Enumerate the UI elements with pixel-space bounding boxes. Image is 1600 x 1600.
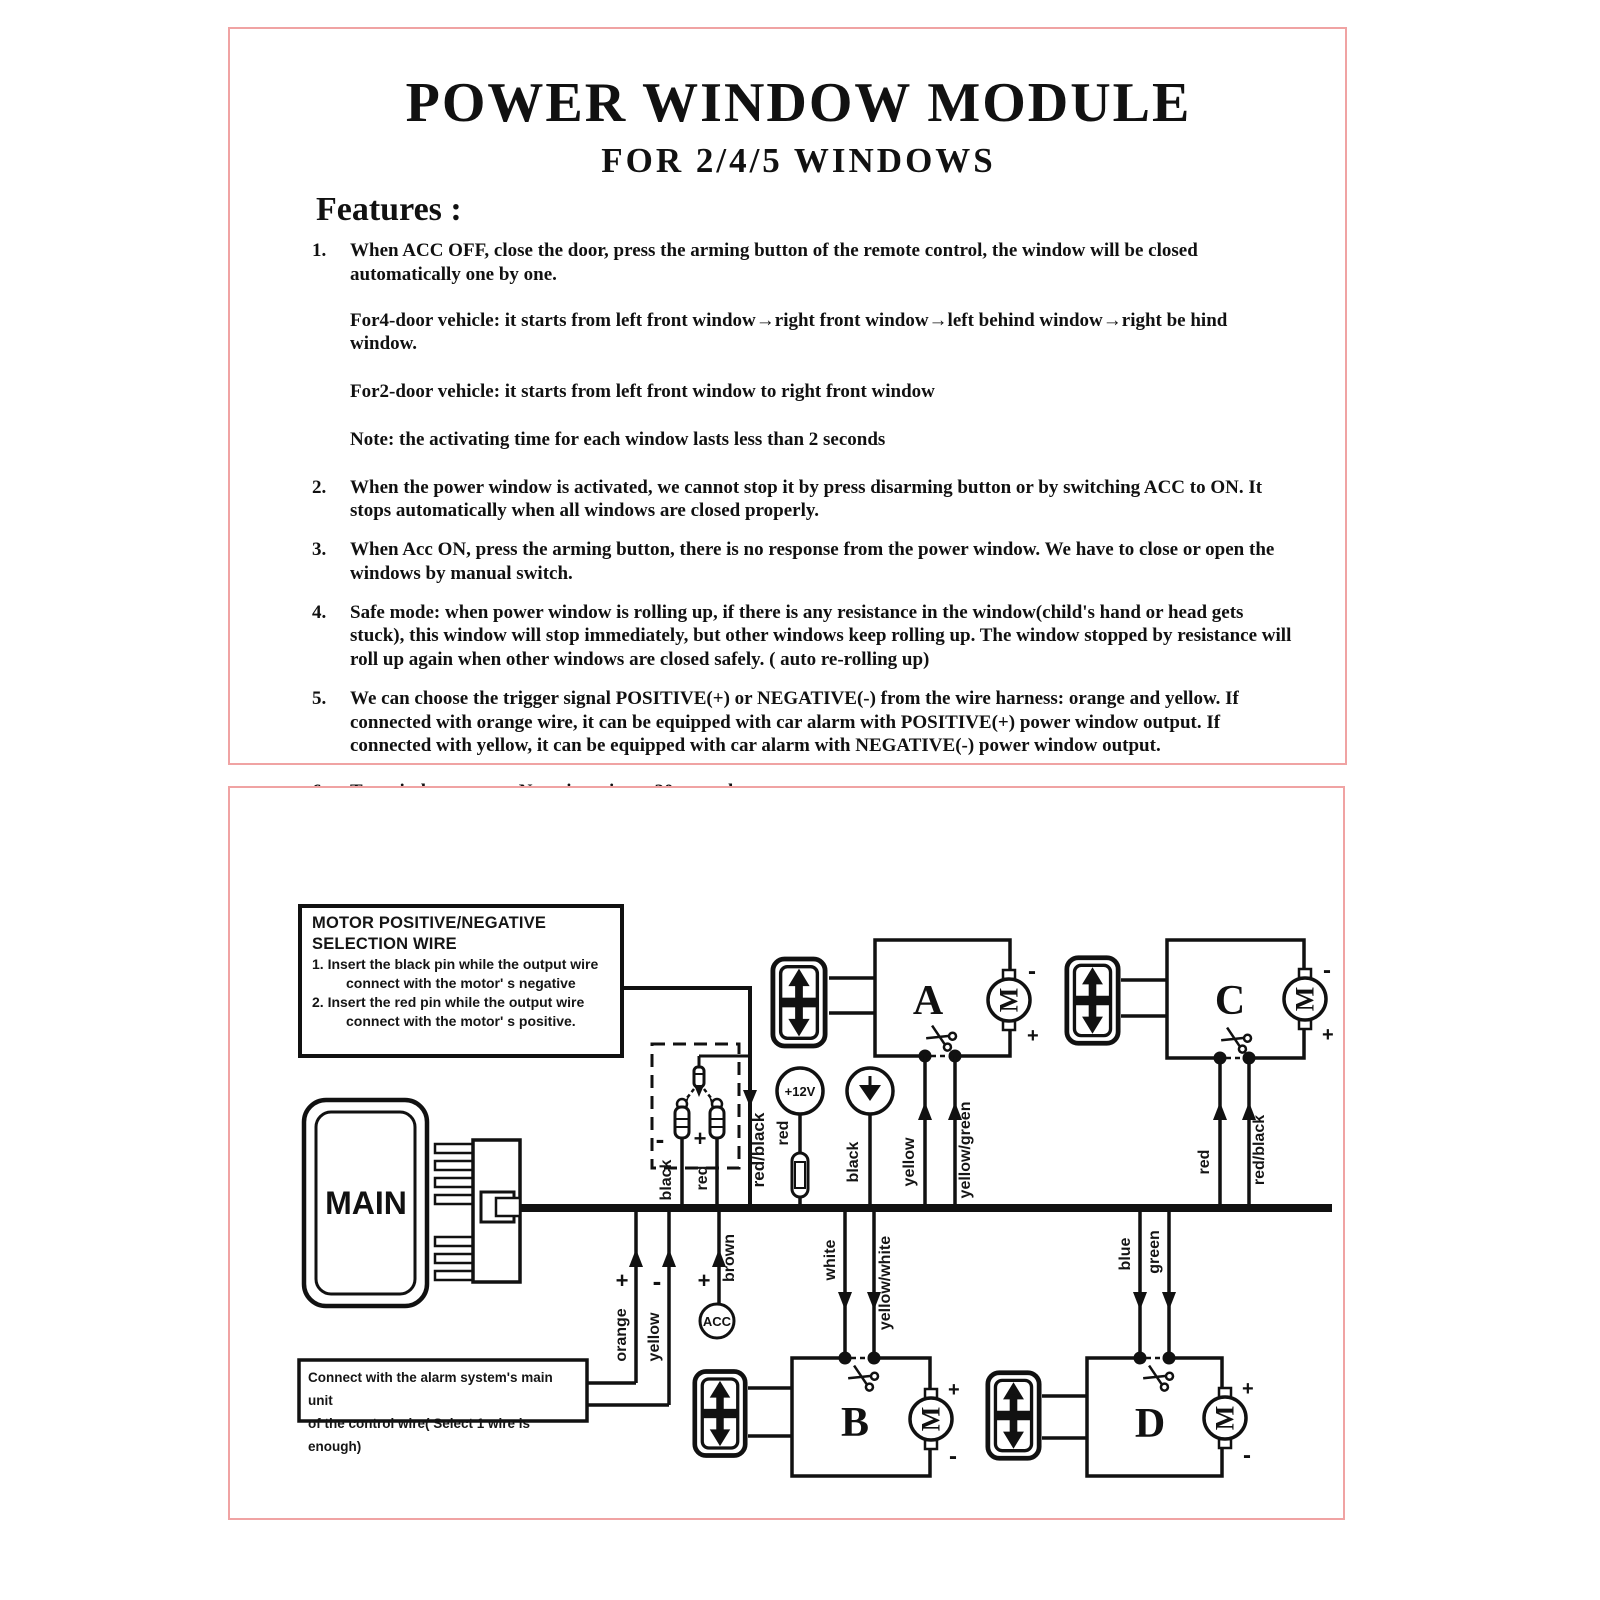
svg-text:M: M: [1290, 986, 1320, 1012]
feature-number: 4.: [312, 601, 327, 623]
socket-positive-sign: +: [693, 1126, 707, 1151]
feature-text: Safe mode: when power window is rolling up, if there is any resistance in the window(child's hand or head gets stuck), this window will stop immediately, but other windows keep rolling up. The window stopped by resistance will roll up again when other windows are closed safely. ( auto re-rolling up): [350, 601, 1292, 670]
window-a-motor-icon: [988, 970, 1030, 1030]
power-source: [775, 1068, 823, 1204]
fuse-icon: [792, 1153, 808, 1197]
feature-item-2: [312, 476, 1297, 524]
alarm-connection-box-text: [308, 1366, 580, 1458]
motor-c-plus: +: [1322, 1024, 1334, 1046]
svg-text:M: M: [1210, 1405, 1240, 1431]
feature-item-4: [312, 601, 1297, 672]
selection-box-item1-line2: connect with the motor' s negative: [346, 975, 576, 991]
feature-item-5: [312, 687, 1297, 758]
motor-d-minus: -: [1243, 1442, 1251, 1469]
socket-negative-icon: [675, 1099, 689, 1138]
wire-label-ground-black: black: [845, 1141, 862, 1183]
alarm-box-line2: of the control wire( Select 1 wire is enough): [308, 1416, 531, 1454]
wire-label-power-red: red: [775, 1120, 792, 1146]
feature-text: We can choose the trigger signal POSITIVE(+) or NEGATIVE(-) from the wire harness: orange and yellow. If connected with orange wire, it can be equipped with car alarm with POSITIVE(+) power window output. If connected with yellow, it can be equipped with car alarm with NEGATIVE(-) power window output.: [350, 687, 1239, 757]
feature-number: 5.: [312, 687, 327, 709]
arrow-down-icon: [743, 1090, 757, 1107]
selection-box-item2-line1: 2. Insert the red pin while the output wire: [312, 994, 585, 1010]
wiring-diagram-panel: [228, 786, 1345, 1520]
arrow-down-icon: [838, 1292, 852, 1310]
feature-1-sub-2door: For2-door vehicle: it starts from left front window to right front window: [350, 381, 935, 402]
power-source-label: +12V: [784, 1084, 816, 1099]
selector-pin-icon: [694, 1067, 704, 1097]
window-b-switch-icon: [695, 1372, 745, 1456]
arrow-up-icon: [1213, 1102, 1227, 1120]
wire-label-red-black: red/black: [1251, 1114, 1268, 1186]
wire-label-black: black: [658, 1159, 675, 1201]
socket-negative-sign: -: [655, 1124, 665, 1154]
brown-plus-sign: +: [697, 1268, 711, 1293]
feature-number: 2.: [312, 476, 327, 498]
wire-label-yellow: yellow: [901, 1137, 918, 1187]
svg-text:M: M: [916, 1406, 946, 1432]
feature-1-sub-note: Note: the activating time for each window lasts less than 2 seconds: [350, 428, 886, 450]
cut-here-icon: [1220, 1025, 1252, 1053]
motor-b-plus: +: [948, 1379, 960, 1401]
page-title: POWER WINDOW MODULE: [405, 72, 1192, 134]
wire-label-red-black: red/black: [749, 1112, 768, 1188]
window-d-circuit: [988, 1212, 1254, 1476]
feature-item-3: [312, 538, 1297, 586]
window-c-label: C: [1214, 978, 1246, 1024]
window-c-motor-icon: [1284, 969, 1326, 1029]
features-heading: Features :: [316, 191, 462, 228]
window-b-label: B: [840, 1400, 870, 1446]
wire-label-yellow-green: yellow/green: [957, 1101, 974, 1199]
arrow-down-icon: [1133, 1292, 1147, 1310]
features-panel: [228, 27, 1347, 765]
motor-d-plus: +: [1242, 1378, 1254, 1400]
window-d-switch-icon: [988, 1373, 1039, 1459]
wire-label-yellow: yellow: [646, 1312, 663, 1362]
motor-selection-box-text: [312, 913, 614, 1031]
selection-box-item2-line2: connect with the motor' s positive.: [346, 1013, 576, 1029]
wire-label-white: white: [822, 1239, 839, 1281]
acc-label: ACC: [702, 1314, 732, 1329]
wire-label-orange: orange: [613, 1308, 630, 1362]
window-c-circuit: [1067, 940, 1334, 1204]
cut-here-icon: [1142, 1363, 1174, 1391]
wire-label-green: green: [1146, 1230, 1163, 1274]
harness-connector: [435, 1140, 520, 1282]
page-subtitle: FOR 2/4/5 WINDOWS: [601, 141, 996, 180]
wire-label-blue: blue: [1117, 1237, 1134, 1271]
wire-label-red: red: [1196, 1149, 1213, 1175]
selection-box-title-line2: SELECTION WIRE: [312, 935, 457, 953]
window-a-switch-icon: [773, 959, 825, 1046]
feature-number: 1.: [312, 240, 327, 261]
feature-item-1: [312, 239, 1297, 287]
arrow-down-icon: [1162, 1292, 1176, 1310]
motor-b-minus: -: [949, 1443, 957, 1470]
feature-text: When ACC OFF, close the door, press the arming button of the remote control, the window will be closed automatically one by one.: [350, 240, 1198, 285]
cut-here-icon: [925, 1023, 957, 1051]
cut-here-icon: [847, 1363, 879, 1391]
selection-box-title-line1: MOTOR POSITIVE/NEGATIVE: [312, 914, 547, 932]
wire-label-yellow-white: yellow/white: [877, 1235, 894, 1331]
window-d-motor-icon: [1204, 1388, 1246, 1448]
ground-symbol: [845, 1068, 893, 1204]
feature-1-sub-4door: For4-door vehicle: it starts from left front window→right front window→left behind window→right be hind window.: [350, 309, 1228, 355]
motor-a-minus: -: [1028, 958, 1036, 985]
window-b-motor-icon: [910, 1389, 952, 1449]
wiring-diagram: [230, 788, 1343, 1518]
alarm-box-line1: Connect with the alarm system's main unit: [308, 1370, 553, 1408]
wire-label-brown: brown: [721, 1234, 738, 1282]
socket-positive-icon: [710, 1099, 724, 1138]
feature-number: 3.: [312, 539, 327, 560]
window-a-label: A: [912, 978, 944, 1024]
motor-c-minus: -: [1323, 957, 1331, 984]
window-c-switch-icon: [1067, 958, 1118, 1044]
svg-text:M: M: [994, 987, 1024, 1013]
motor-a-plus: +: [1027, 1025, 1039, 1047]
arrow-up-icon: [629, 1249, 643, 1267]
window-d-label: D: [1134, 1401, 1166, 1447]
main-unit-label: MAIN: [325, 1185, 407, 1221]
main-bus-wire: [520, 1204, 1332, 1212]
yellow-minus-sign: -: [652, 1266, 662, 1296]
wire-label-red: red: [694, 1165, 711, 1191]
selection-box-item1-line1: 1. Insert the black pin while the output wire: [312, 956, 599, 972]
orange-plus-sign: +: [615, 1268, 629, 1293]
feature-text: When the power window is activated, we cannot stop it by press disarming button or by switching ACC to ON. It stops automatically when all windows are closed properly.: [350, 476, 1263, 522]
feature-text: When Acc ON, press the arming button, there is no response from the power window. We have to close or open the windows by manual switch.: [350, 539, 1275, 584]
arrow-up-icon: [918, 1102, 932, 1120]
arrow-up-icon: [662, 1249, 676, 1267]
